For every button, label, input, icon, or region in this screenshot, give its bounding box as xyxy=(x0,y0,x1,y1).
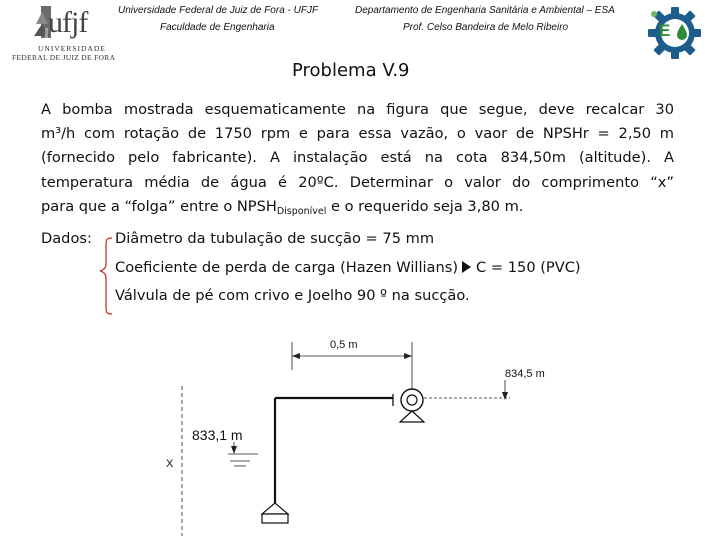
header-faculty: Faculdade de Engenharia xyxy=(160,22,275,33)
gear-water-drop-icon xyxy=(646,6,702,60)
header-university: Universidade Federal de Juiz de Fora - UFJF xyxy=(118,5,319,16)
data-item-coefficient: Coeficiente de perda de carga (Hazen Willians) C = 150 (PVC) xyxy=(115,259,581,276)
dim-horizontal-label: 0,5 m xyxy=(330,339,358,351)
header-professor: Prof. Celso Bandeira de Melo Ribeiro xyxy=(403,22,569,33)
esa-logo xyxy=(646,6,702,60)
ufjf-logo-mark: ufjf xyxy=(48,6,88,39)
problem-line-3: (fornecido pelo fabricante). A instalação está na cota 834,50m (altitude). A xyxy=(41,149,674,167)
esa-logo-mark: E xyxy=(659,21,671,40)
arrow-right-icon xyxy=(462,261,471,273)
problem-statement xyxy=(41,98,674,219)
problem-line-2: m³/h com rotação de 1750 rpm e para essa vazão, o vaor de NPSHr = 2,50 m xyxy=(41,125,674,143)
npsh-subscript: Disponível xyxy=(276,205,327,217)
problem-line-1: A bomba mostrada esquematicamente na figura que segue, deve recalcar 30 xyxy=(41,101,674,118)
ufjf-logo xyxy=(8,4,120,64)
data-label: Dados: xyxy=(41,230,92,247)
elevation-pump-label: 834,5 m xyxy=(505,368,545,380)
data-item-valve: Válvula de pé com crivo e Joelho 90 º na sucção. xyxy=(115,287,470,304)
header-department: Departamento de Engenharia Sanitária e Ambiental – ESA xyxy=(355,5,615,16)
ufjf-logo-line1: UNIVERSIDADE xyxy=(38,44,106,53)
length-x-label: X xyxy=(166,458,174,470)
data-brace xyxy=(98,236,118,316)
page-title: Problema V.9 xyxy=(292,60,410,81)
problem-line-5: para que a “folga” entre o $NPSH_{Disponível}$ e o requerido seja 3,80 m. xyxy=(41,197,524,217)
elevation-water-label: 833,1 m xyxy=(192,427,243,443)
problem-line-4: temperatura média de água é 20ºC. Determinar o valor do comprimento “x” xyxy=(41,173,674,191)
ufjf-logo-line2: FEDERAL DE JUIZ DE FORA xyxy=(12,53,116,62)
data-item-diameter: Diâmetro da tubulação de sucção = 75 mm xyxy=(115,230,435,247)
